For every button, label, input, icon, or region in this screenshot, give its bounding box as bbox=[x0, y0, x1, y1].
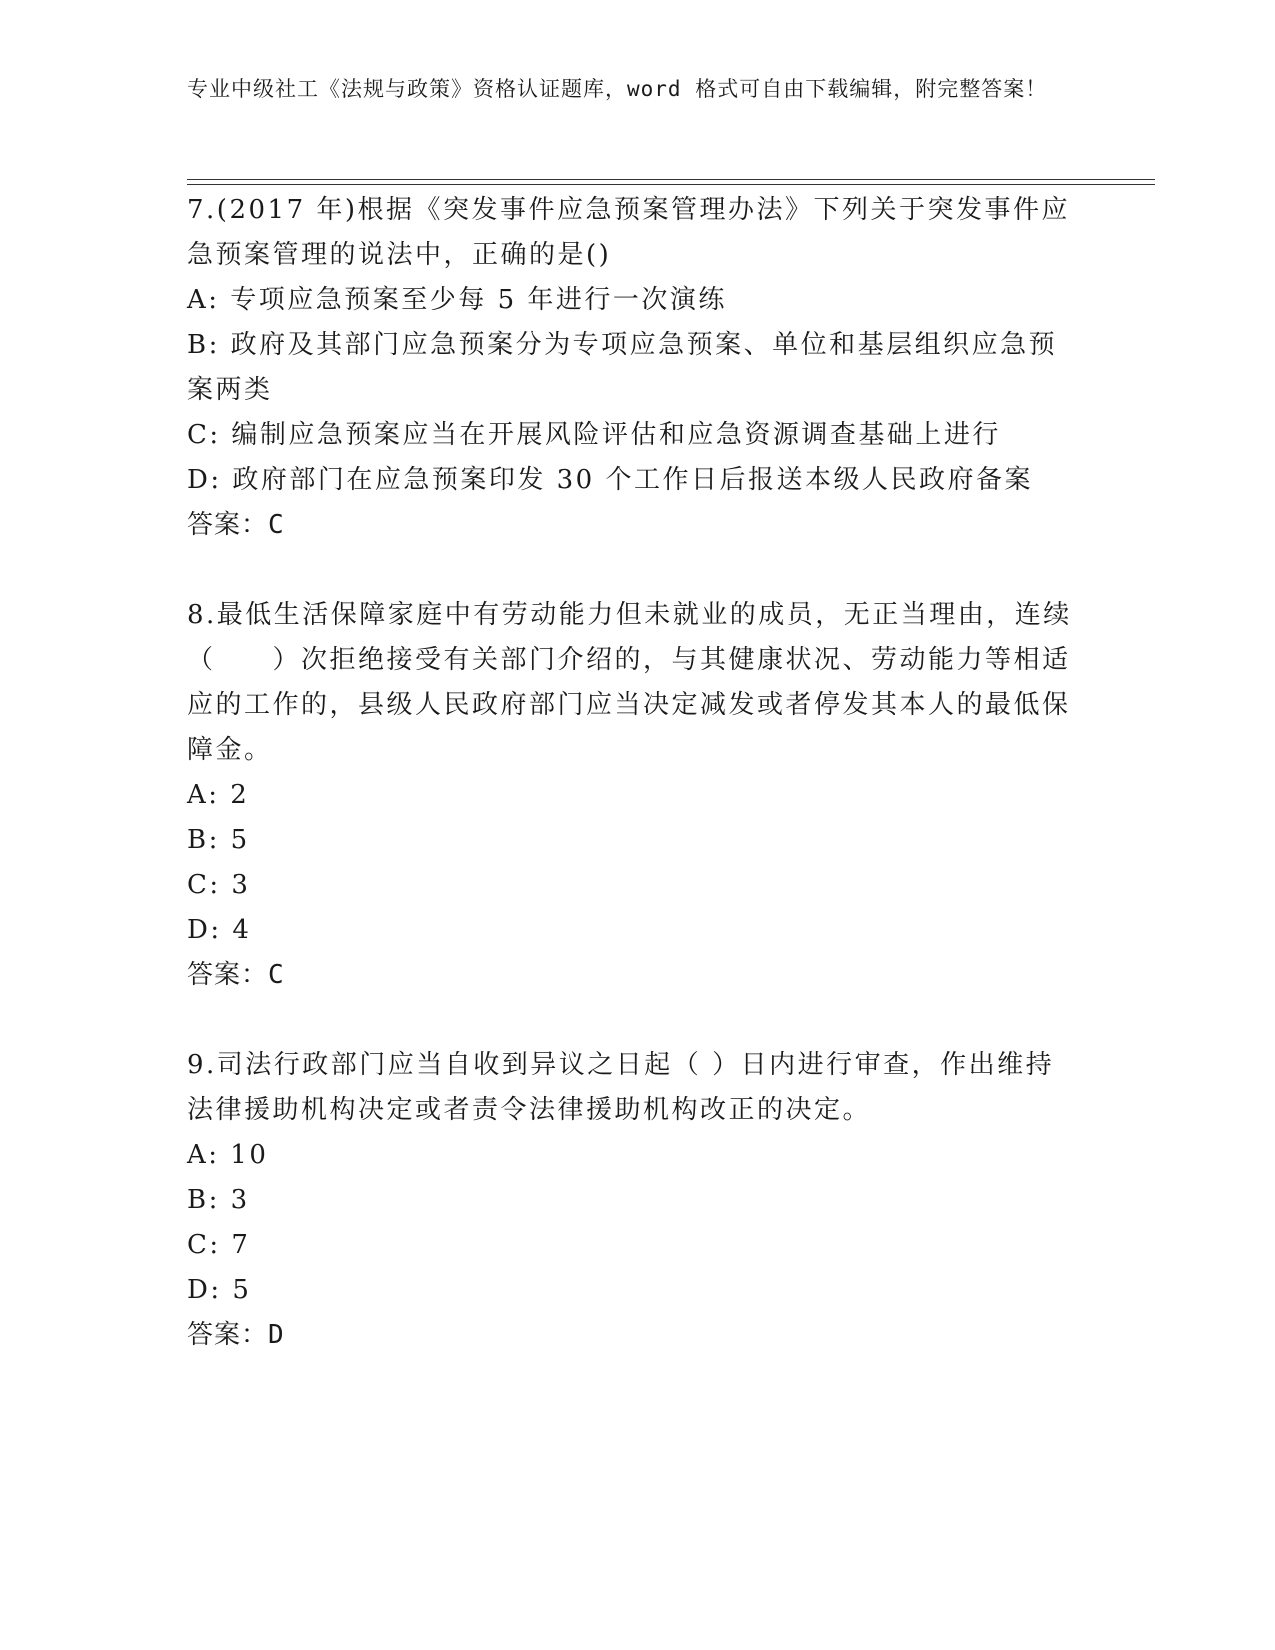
option-a: A: 2 bbox=[187, 780, 250, 810]
answer-line: 答案：C bbox=[187, 510, 285, 540]
question-stem: 9.司法行政部门应当自收到异议之日起（ ）日内进行审查，作出维持法律援助机构决定或者责令法律援助机构改正的决定。 bbox=[187, 1050, 1055, 1125]
option-a: A: 专项应急预案至少每 5 年进行一次演练 bbox=[187, 285, 727, 315]
option-b: B: 3 bbox=[187, 1185, 250, 1215]
option-d: D: 5 bbox=[187, 1275, 252, 1305]
question-list bbox=[187, 188, 1077, 1403]
answer-line: 答案：D bbox=[187, 1320, 285, 1350]
question-7 bbox=[187, 188, 1077, 548]
option-d: D: 政府部门在应急预案印发 30 个工作日后报送本级人民政府备案 bbox=[187, 465, 1033, 495]
option-b: B: 政府及其部门应急预案分为专项应急预案、单位和基层组织应急预案两类 bbox=[187, 330, 1058, 405]
question-stem: 7.(2017 年)根据《突发事件应急预案管理办法》下列关于突发事件应急预案管理的说法中，正确的是() bbox=[187, 195, 1071, 270]
header-divider-bottom bbox=[187, 184, 1155, 185]
option-c: C: 7 bbox=[187, 1230, 251, 1260]
option-c: C: 3 bbox=[187, 870, 251, 900]
document-header: 专业中级社工《法规与政策》资格认证题库，word 格式可自由下载编辑，附完整答案！ bbox=[187, 77, 1048, 101]
option-c: C: 编制应急预案应当在开展风险评估和应急资源调查基础上进行 bbox=[187, 420, 1001, 450]
option-a: A: 10 bbox=[187, 1140, 269, 1170]
question-9 bbox=[187, 1043, 1077, 1358]
option-b: B: 5 bbox=[187, 825, 250, 855]
question-stem: 8.最低生活保障家庭中有劳动能力但未就业的成员，无正当理由，连续（ ）次拒绝接受有关部门介绍的，与其健康状况、劳动能力等相适应的工作的，县级人民政府部门应当决定减发或者停发其本人的最低保障金。 bbox=[187, 600, 1072, 765]
answer-line: 答案：C bbox=[187, 960, 285, 990]
question-8 bbox=[187, 593, 1077, 998]
option-d: D: 4 bbox=[187, 915, 252, 945]
header-divider-top bbox=[187, 179, 1155, 180]
